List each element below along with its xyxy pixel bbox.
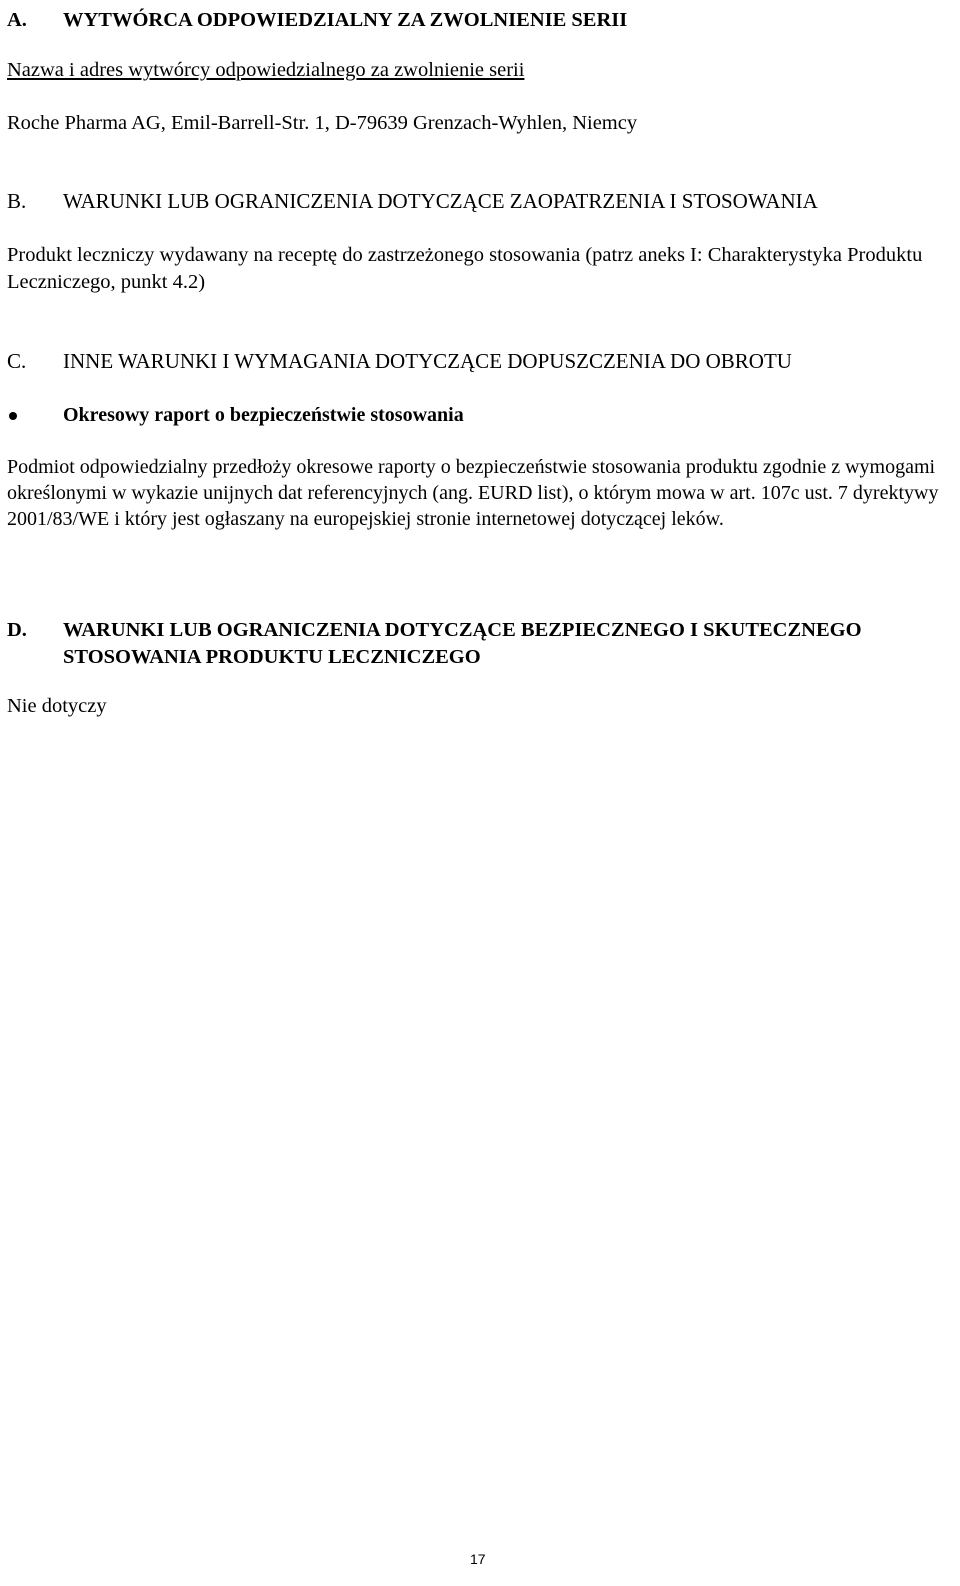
section-c-text: Podmiot odpowiedzialny przedłoży okresowe raporty o bezpieczeństwie stosowania produktu zgodnie z wymogami określonymi w wykazie unijnych dat referencyjnych (ang. EURD list), o którym mowa w art. 107c ust. 7 dyrektywy 2001/83/WE i który jest ogłaszany na europejskiej stronie internetowej dotyczącej leków.	[7, 456, 939, 530]
section-b-text: Produkt leczniczy wydawany na receptę do zastrzeżonego stosowania (patrz aneks I: Charakterystyka Produktu Leczniczego, punkt 4.2)	[7, 244, 923, 293]
section-a-subheading: Nazwa i adres wytwórcy odpowiedzialnego za zwolnienie serii	[7, 59, 525, 81]
document-page	[7, 0, 953, 1586]
section-a-address: Roche Pharma AG, Emil-Barrell-Str. 1, D-79639 Grenzach-Wyhlen, Niemcy	[7, 112, 638, 134]
section-a-letter: A.	[7, 9, 27, 31]
section-d-text: Nie dotyczy	[7, 695, 107, 717]
bullet-title: Okresowy raport o bezpieczeństwie stosowania	[63, 404, 464, 426]
section-b-letter: B.	[7, 189, 27, 213]
page-number: 17	[470, 1551, 486, 1567]
section-d-letter: D.	[7, 619, 27, 641]
section-a-title: WYTWÓRCA ODPOWIEDZIALNY ZA ZWOLNIENIE SERII	[63, 9, 628, 31]
bullet-dot-icon	[9, 412, 17, 420]
section-c-letter: C.	[7, 349, 27, 373]
bullet-item	[7, 402, 953, 428]
section-d-title: WARUNKI LUB OGRANICZENIA DOTYCZĄCE BEZPIECZNEGO I SKUTECZNEGO STOSOWANIA PRODUKTU LECZNICZEGO	[63, 619, 862, 668]
section-b-title: WARUNKI LUB OGRANICZENIA DOTYCZĄCE ZAOPATRZENIA I STOSOWANIA	[63, 189, 818, 213]
section-c-title: INNE WARUNKI I WYMAGANIA DOTYCZĄCE DOPUSZCZENIA DO OBROTU	[63, 349, 792, 373]
